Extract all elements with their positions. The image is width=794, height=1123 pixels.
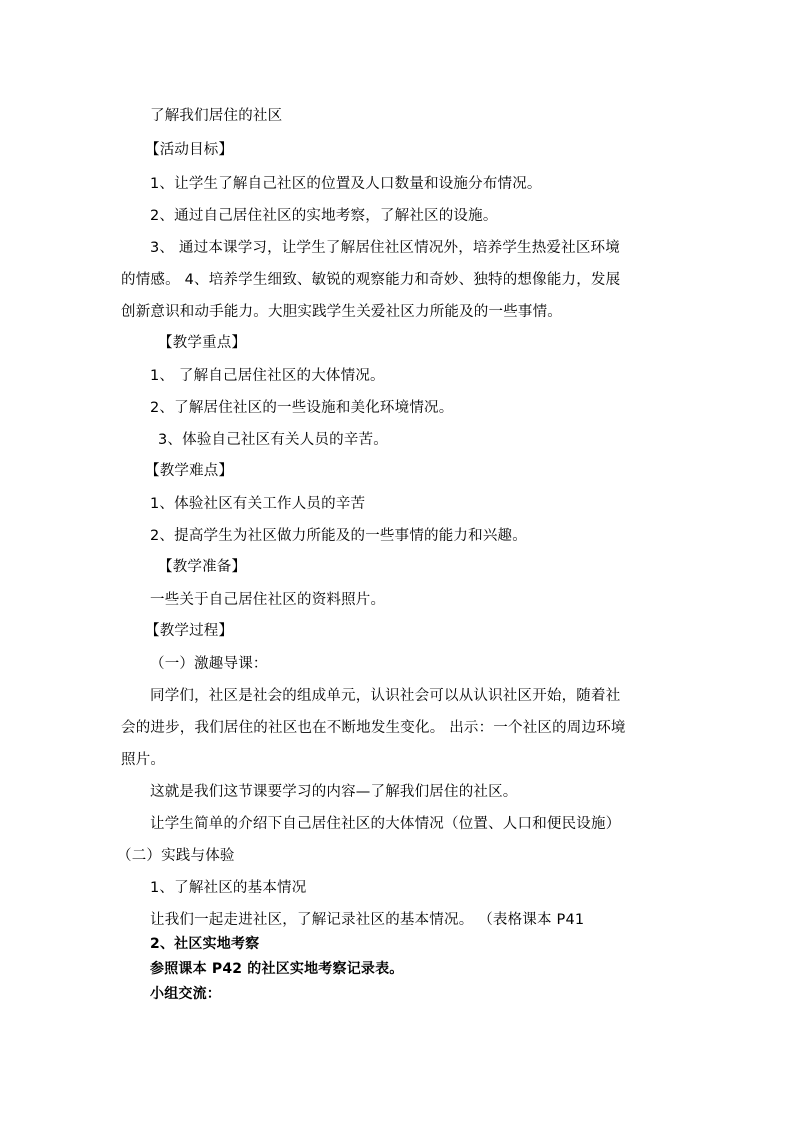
objective-item: 创新意识和动手能力。大胆实践学生关爱社区力所能及的一些事情。 — [121, 304, 562, 320]
objective-item: 3、 通过本课学习，让学生了解居住社区情况外，培养学生热爱社区环境 — [150, 240, 620, 256]
process-part1-heading: （一）激趣导课： — [150, 656, 268, 672]
difficulties-heading: 【教学难点】 — [145, 463, 234, 479]
process-paragraph-line: 会的进步，我们居住的社区也在不断地发生变化。 出示：一个社区的周边环境 — [121, 720, 626, 736]
objectives-heading: 【活动目标】 — [145, 142, 234, 158]
process-part2-bold-line: 2、社区实地考察 — [150, 936, 260, 952]
objective-item: 2、通过自己居住社区的实地考察，了解社区的设施。 — [150, 208, 498, 224]
process-part2-heading: （二）实践与体验 — [117, 848, 235, 864]
preparation-heading: 【教学准备】 — [158, 559, 247, 575]
process-paragraph-line: 同学们，社区是社会的组成单元，认识社会可以从认识社区开始，随着社 — [150, 688, 621, 704]
key-point-item: 3、体验自己社区有关人员的辛苦。 — [158, 432, 388, 448]
difficulty-item: 1、体验社区有关工作人员的辛苦 — [150, 496, 366, 512]
process-part2-bold-line: 参照课本 P42 的社区实地考察记录表。 — [150, 961, 404, 977]
document-title: 了解我们居住的社区 — [150, 108, 283, 124]
difficulty-item: 2、提高学生为社区做力所能及的一些事情的能力和兴趣。 — [150, 528, 527, 544]
key-points-heading: 【教学重点】 — [158, 335, 247, 351]
process-paragraph-line: 这就是我们这节课要学习的内容—了解我们居住的社区。 — [150, 784, 518, 800]
key-point-item: 2、了解居住社区的一些设施和美化环境情况。 — [150, 400, 454, 416]
process-heading: 【教学过程】 — [145, 623, 234, 639]
key-point-item: 1、 了解自己居住社区的大体情况。 — [150, 368, 385, 384]
process-part2-line: 1、了解社区的基本情况 — [150, 880, 307, 896]
preparation-item: 一些关于自己居住社区的资料照片。 — [150, 592, 386, 608]
process-paragraph-line: 让学生简单的介绍下自己居住社区的大体情况（位置、人口和便民设施） — [150, 816, 621, 832]
process-paragraph-line: 照片。 — [121, 752, 166, 768]
process-part2-bold-line: 小组交流： — [150, 986, 221, 1002]
objective-item: 的情感。 4、培养学生细致、敏锐的观察能力和奇妙、独特的想像能力，发展 — [121, 272, 621, 288]
objective-item: 1、让学生了解自己社区的位置及人口数量和设施分布情况。 — [150, 176, 542, 192]
process-part2-line: 让我们一起走进社区，了解记录社区的基本情况。 （表格课本 P41 — [150, 912, 585, 928]
